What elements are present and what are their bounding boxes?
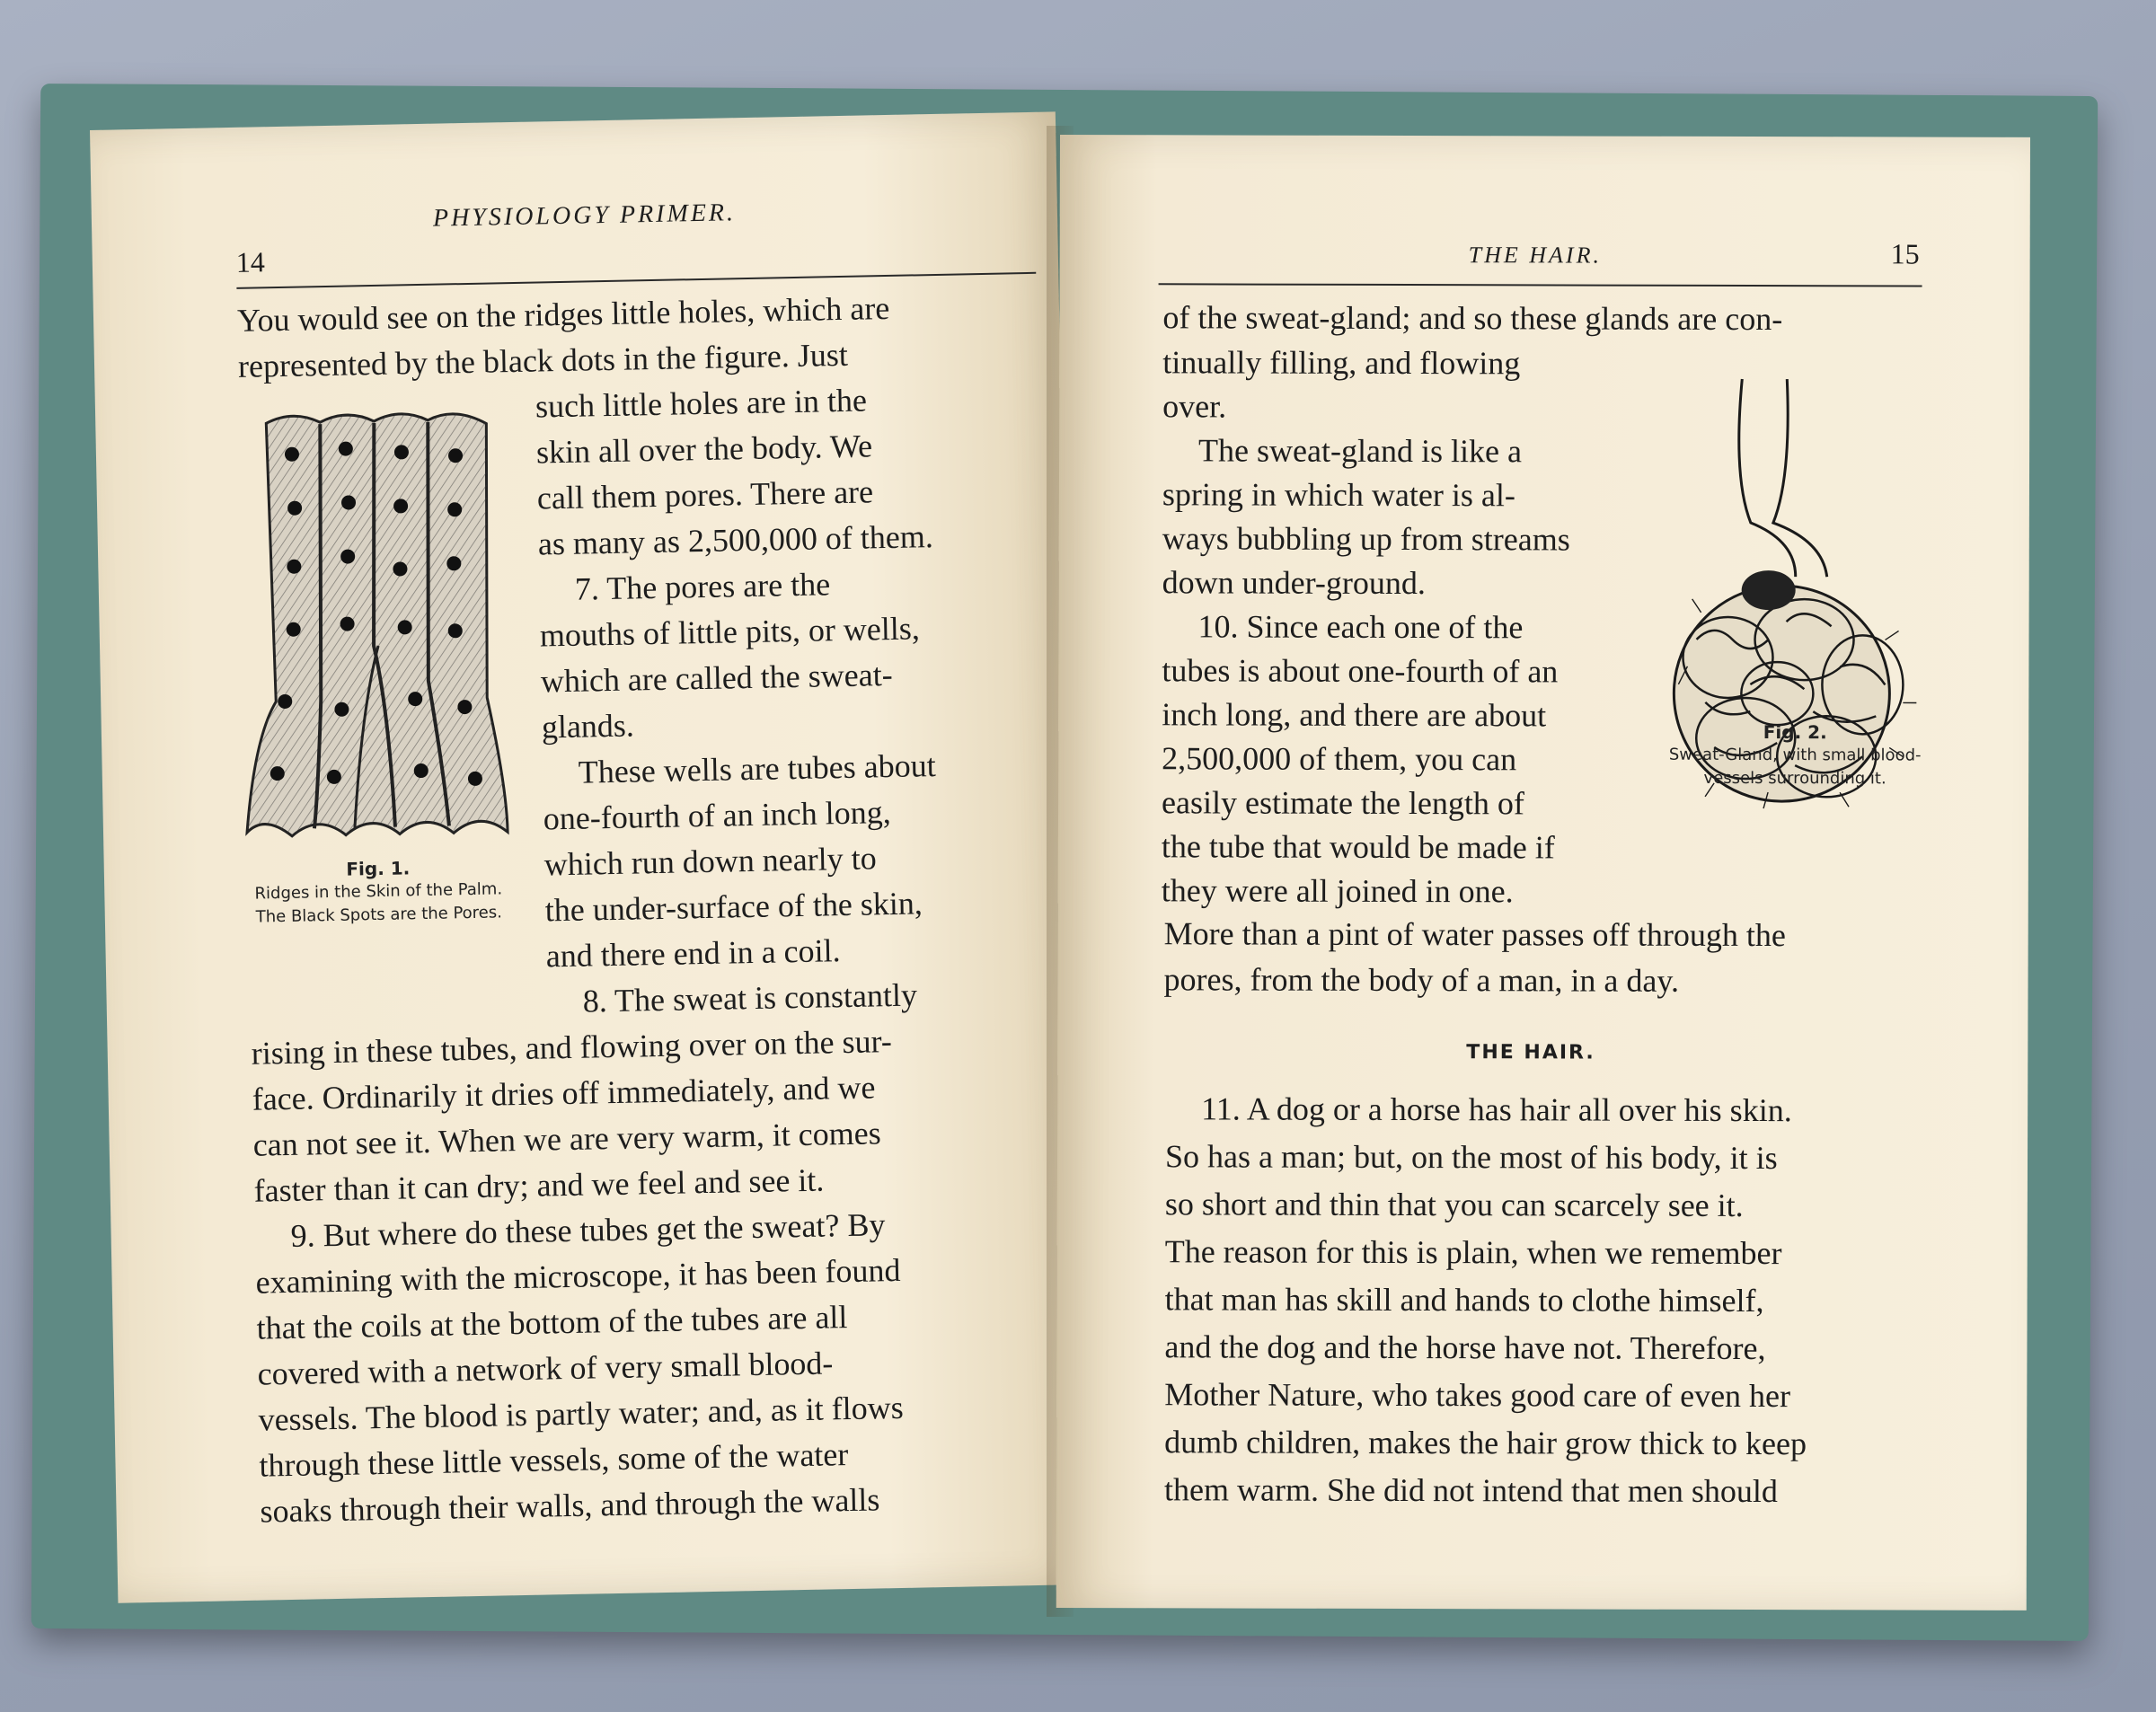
text-line: You would see on the ridges little holes, which are	[236, 289, 890, 339]
text-line: The sweat-gland is like a	[1198, 432, 1523, 470]
text-line: inch long, and there are about	[1162, 696, 1547, 734]
page-number-right: 15	[1890, 237, 1920, 270]
header-rule-right	[1159, 283, 1922, 287]
text-line: 11. A dog or a horse has hair all over his skin.	[1201, 1090, 1792, 1129]
text-line: which are called the sweat-	[540, 656, 893, 700]
text-line: faster than it can dry; and we feel and see it.	[253, 1161, 825, 1209]
text-block-bottom-right	[1164, 1085, 1956, 1515]
fig-1-title: Fig. 1.	[346, 857, 411, 880]
text-line: rising in these tubes, and flowing over on the sur-	[251, 1023, 893, 1072]
text-block-after-right	[1163, 911, 1945, 1004]
text-line: they were all joined in one.	[1161, 872, 1514, 910]
fig-1-caption	[225, 854, 532, 931]
running-header-right: THE HAIR.	[1468, 242, 1603, 269]
text-line: face. Ordinarily it dries off immediately, and we	[252, 1069, 876, 1117]
text-line: down under-ground.	[1162, 564, 1426, 602]
text-line: skin all over the body. We	[535, 428, 873, 471]
text-line: 9. But where do these tubes get the sweat? By	[290, 1206, 886, 1254]
text-line: the under-surface of the skin,	[544, 885, 923, 929]
text-block-top-right	[1162, 295, 1926, 342]
text-line: More than a pint of water passes off through the	[1163, 915, 1786, 954]
text-line: glands.	[541, 707, 635, 746]
fig-1-palm-ridges-illustration	[230, 410, 517, 855]
fig-1-caption-line: The Black Spots are the Pores.	[255, 903, 503, 927]
text-block-top-left	[237, 283, 1038, 390]
text-line: Mother Nature, who takes good care of even her	[1164, 1376, 1791, 1415]
fig-2-title: Fig. 2.	[1763, 721, 1827, 744]
text-line: ways bubbling up from streams	[1162, 520, 1570, 558]
text-line: over.	[1162, 388, 1227, 425]
fig-1-caption-line: Ridges in the Skin of the Palm.	[254, 879, 503, 904]
text-line: as many as 2,500,000 of them.	[537, 518, 934, 562]
text-line: 7. The pores are the	[574, 566, 831, 607]
text-line: and there end in a coil.	[545, 932, 841, 975]
right-page	[1056, 135, 2030, 1611]
text-line: tinually filling, and flowing	[1162, 344, 1521, 382]
text-block-bottom-left	[251, 1016, 1060, 1535]
text-line: tubes is about one-fourth of an	[1162, 652, 1559, 690]
fig-2-caption-line: Sweat-Gland, with small blood-	[1668, 745, 1922, 765]
text-line: 2,500,000 of them, you can	[1162, 740, 1517, 778]
text-line: covered with a network of very small blood-	[257, 1345, 834, 1392]
text-line: So has a man; but, on the most of his body, it is	[1164, 1138, 1778, 1177]
text-line: through these little vessels, some of the water	[259, 1436, 849, 1484]
text-line: which run down nearly to	[543, 840, 878, 883]
text-line: the tube that would be made if	[1161, 828, 1555, 866]
left-page	[90, 111, 1083, 1602]
text-line: of the sweat-gland; and so these glands are con-	[1162, 299, 1783, 338]
text-line: that the coils at the bottom of the tubes are all	[256, 1299, 848, 1346]
text-block-wrap-left	[535, 375, 1051, 1026]
text-line: such little holes are in the	[535, 382, 868, 425]
page-number-left: 14	[235, 245, 266, 278]
text-line: and the dog and the horse have not. Therefore,	[1164, 1328, 1766, 1367]
text-line: can not see it. When we are very warm, it comes	[252, 1115, 882, 1163]
text-block-wrap-right	[1162, 340, 1639, 913]
text-line: easily estimate the length of	[1162, 784, 1524, 822]
text-line: These wells are tubes about	[578, 747, 937, 790]
text-line: that man has skill and hands to clothe himself,	[1164, 1281, 1764, 1319]
running-header-left: PHYSIOLOGY PRIMER.	[432, 199, 737, 233]
fig-2-caption	[1624, 720, 1966, 791]
text-line: dumb children, makes the hair grow thick to keep	[1164, 1424, 1807, 1462]
text-line: 8. The sweat is constantly	[582, 976, 918, 1019]
text-line: one-fourth of an inch long,	[543, 794, 892, 837]
fig-2-caption-line: vessels surrounding it.	[1703, 768, 1886, 789]
text-line: represented by the black dots in the figure. Just	[237, 336, 849, 384]
text-line: examining with the microscope, it has been found	[255, 1251, 901, 1301]
text-line: 10. Since each one of the	[1197, 608, 1524, 646]
section-heading-the-hair: THE HAIR.	[1466, 1041, 1595, 1064]
text-line: mouths of little pits, or wells,	[539, 610, 921, 654]
text-line: pores, from the body of a man, in a day.	[1163, 961, 1680, 999]
text-line: soaks through their walls, and through the walls	[260, 1481, 880, 1530]
text-line: vessels. The blood is partly water; and, as it flows	[258, 1389, 905, 1438]
fig-2-sweat-gland-illustration	[1660, 370, 1931, 946]
text-line: spring in which water is al-	[1162, 476, 1515, 514]
text-line: them warm. She did not intend that men should	[1163, 1471, 1779, 1510]
text-line: The reason for this is plain, when we remember	[1164, 1233, 1782, 1272]
text-line: call them pores. There are	[536, 473, 874, 516]
text-line: so short and thin that you can scarcely see it.	[1164, 1186, 1744, 1223]
